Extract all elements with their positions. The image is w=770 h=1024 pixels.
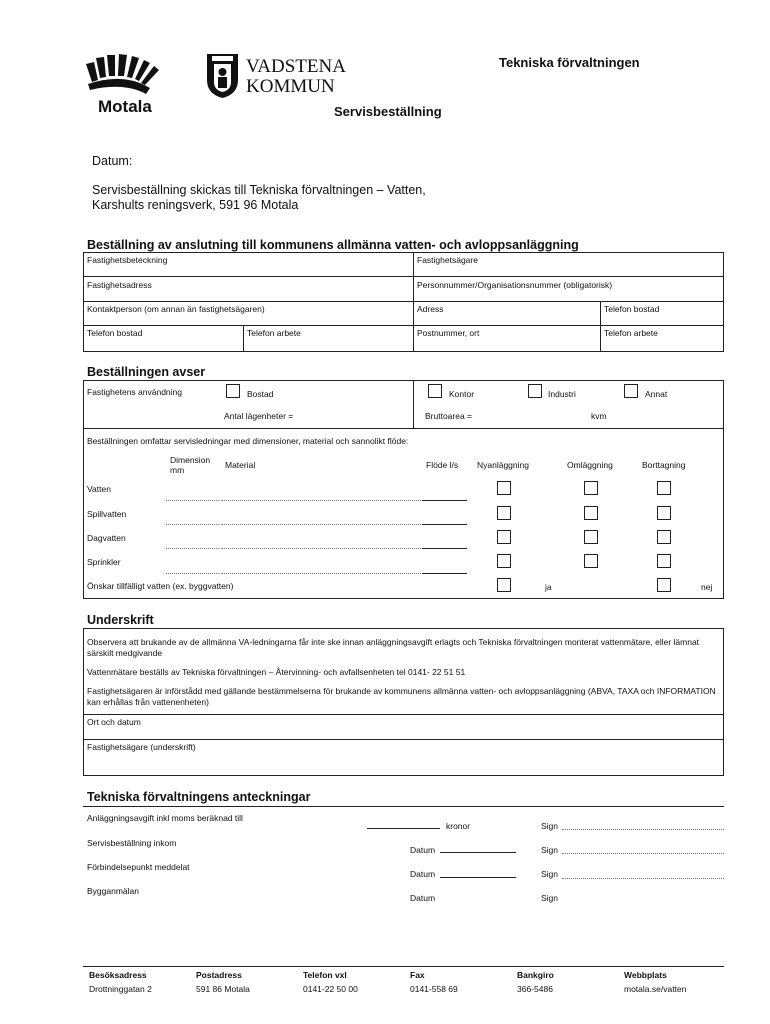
- fastighetsagare-field[interactable]: Fastighetsägare: [417, 255, 478, 265]
- col-flode: Flöde l/s: [426, 460, 459, 470]
- ort-datum-field[interactable]: Ort och datum: [87, 717, 141, 727]
- telefon-bostad-field-1[interactable]: Telefon bostad: [604, 304, 660, 314]
- fastighetsbeteckning-field[interactable]: Fastighetsbeteckning: [87, 255, 168, 265]
- footer-label-fax: Fax: [410, 970, 425, 980]
- servisbestallning-inkom-label: Servisbeställning inkom: [87, 838, 177, 848]
- footer-label-besoksadress: Besöksadress: [89, 970, 147, 980]
- vadstena-logo-line1: VADSTENA: [246, 56, 346, 77]
- vadstena-logo-line2: KOMMUN: [246, 76, 335, 97]
- avser-box: [83, 380, 724, 599]
- datum-label-1: Datum: [410, 845, 436, 855]
- kontaktperson-field[interactable]: Kontaktperson (om annan än fastighetsägaren): [87, 304, 265, 314]
- omfattar-label: Beställningen omfattar servisledningar med dimensioner, material och sannolikt flöde:: [87, 436, 409, 446]
- fastighetsadress-field[interactable]: Fastighetsadress: [87, 280, 152, 290]
- spillvatten-borttagning-checkbox[interactable]: [657, 506, 671, 520]
- postnummer-field[interactable]: Postnummer, ort: [417, 328, 480, 338]
- datum-label-2: Datum: [410, 869, 436, 879]
- footer-label-postadress: Postadress: [196, 970, 242, 980]
- byggvatten-nej-checkbox[interactable]: [657, 578, 671, 592]
- kronor-label: kronor: [446, 821, 471, 831]
- personnummer-field[interactable]: Personnummer/Organisationsnummer (obligatorisk): [417, 280, 613, 290]
- footer-label-bankgiro: Bankgiro: [517, 970, 554, 980]
- footer-value-webbplats[interactable]: motala.se/vatten: [624, 984, 687, 994]
- row-label-spillvatten: Spillvatten: [87, 509, 127, 519]
- dagvatten-borttagning-checkbox[interactable]: [657, 530, 671, 544]
- observera-text: Observera att brukande av de allmänna VA-ledningarna får inte ske innan anläggningsavgift erlagts och Tekniska förvaltningen monterat vattenmätare, eller lämnat särskilt medgivande: [87, 637, 700, 658]
- sign-label-3: Sign: [541, 869, 559, 879]
- adress-field[interactable]: Adress: [417, 304, 444, 314]
- section-title-anslutning: Beställning av anslutning till kommunens allmänna vatten- och avloppsanläggning: [87, 238, 579, 252]
- byggvatten-label: Önskar tillfälligt vatten (ex. byggvatten): [87, 581, 234, 591]
- spillvatten-omlaggning-checkbox[interactable]: [584, 506, 598, 520]
- section-title-avser: Beställningen avser: [87, 365, 206, 379]
- byggvatten-ja-label: ja: [545, 582, 552, 592]
- col-material: Material: [225, 460, 256, 470]
- datum-label-3: Datum: [410, 893, 436, 903]
- datum-label: Datum:: [92, 154, 133, 168]
- dagvatten-omlaggning-checkbox[interactable]: [584, 530, 598, 544]
- col-dimension-unit: mm: [170, 465, 185, 475]
- bruttoarea-field[interactable]: Bruttoarea =: [425, 411, 473, 421]
- industri-checkbox[interactable]: [528, 384, 542, 398]
- sign-label-2: Sign: [541, 845, 559, 855]
- footer-value-besoksadress: Drottninggatan 2: [89, 984, 152, 994]
- col-omlaggning: Omläggning: [567, 460, 613, 470]
- vatten-omlaggning-checkbox[interactable]: [584, 481, 598, 495]
- sign-label-1: Sign: [541, 821, 559, 831]
- annat-label: Annat: [645, 389, 668, 399]
- vattenmatare-text: Vattenmätare beställs av Tekniska förvaltningen – Återvinning- och avfallsenheten tel 0141- 22 51 51: [87, 667, 466, 677]
- lagenheter-field[interactable]: Antal lägenheter =: [224, 411, 294, 421]
- kontor-label: Kontor: [449, 389, 475, 399]
- section-title-underskrift: Underskrift: [87, 613, 154, 627]
- bestammelser-text: Fastighetsägaren är införstådd med gällande bestämmelserna för brukande av kommunens allmänna vatten- och avloppsanläggning (ABVA, TAXA och INFORMATION kan erhållas från vattenenheten): [87, 686, 716, 707]
- sign-label-4: Sign: [541, 893, 559, 903]
- industri-label: Industri: [548, 389, 576, 399]
- kontor-checkbox[interactable]: [428, 384, 442, 398]
- department-name: Tekniska förvaltningen: [499, 55, 640, 70]
- anlaggningsavgift-label: Anläggningsavgift inkl moms beräknad till: [87, 813, 243, 823]
- spillvatten-nyanlaggning-checkbox[interactable]: [497, 506, 511, 520]
- dagvatten-nyanlaggning-checkbox[interactable]: [497, 530, 511, 544]
- intro-line-1: Servisbeställning skickas till Tekniska förvaltningen – Vatten,: [92, 183, 426, 197]
- telefon-arbete-field-2[interactable]: Telefon arbete: [604, 328, 658, 338]
- motala-logo: [84, 52, 179, 118]
- intro-line-2: Karshults reningsverk, 591 96 Motala: [92, 198, 299, 212]
- col-nyanlaggning: Nyanläggning: [477, 460, 529, 470]
- anvandning-label: Fastighetens användning: [87, 387, 182, 397]
- fastighetsagare-underskrift-field[interactable]: Fastighetsägare (underskrift): [87, 742, 196, 752]
- row-label-dagvatten: Dagvatten: [87, 533, 126, 543]
- footer-label-telefon: Telefon vxl: [303, 970, 347, 980]
- telefon-arbete-field-1[interactable]: Telefon arbete: [247, 328, 301, 338]
- bostad-checkbox[interactable]: [226, 384, 240, 398]
- footer-label-webbplats: Webbplats: [624, 970, 667, 980]
- vadstena-logo: [204, 50, 364, 100]
- row-label-sprinkler: Sprinkler: [87, 557, 121, 567]
- sprinkler-nyanlaggning-checkbox[interactable]: [497, 554, 511, 568]
- footer-value-postadress: 591 86 Motala: [196, 984, 250, 994]
- bostad-label: Bostad: [247, 389, 274, 399]
- vatten-nyanlaggning-checkbox[interactable]: [497, 481, 511, 495]
- motala-logo-text: Motala: [98, 97, 152, 116]
- footer-value-fax: 0141-558 69: [410, 984, 458, 994]
- col-dimension: Dimension: [170, 455, 211, 465]
- page-title: Servisbeställning: [334, 104, 442, 119]
- footer-value-bankgiro: 366-5486: [517, 984, 553, 994]
- telefon-bostad-field-2[interactable]: Telefon bostad: [87, 328, 143, 338]
- footer-value-telefon: 0141-22 50 00: [303, 984, 358, 994]
- annat-checkbox[interactable]: [624, 384, 638, 398]
- bygganmalan-label: Bygganmälan: [87, 886, 139, 896]
- sprinkler-borttagning-checkbox[interactable]: [657, 554, 671, 568]
- byggvatten-ja-checkbox[interactable]: [497, 578, 511, 592]
- section-title-anteckningar: Tekniska förvaltningens anteckningar: [87, 790, 311, 804]
- sprinkler-omlaggning-checkbox[interactable]: [584, 554, 598, 568]
- forbindelsepunkt-label: Förbindelsepunkt meddelat: [87, 862, 190, 872]
- kvm-label: kvm: [591, 411, 607, 421]
- vatten-borttagning-checkbox[interactable]: [657, 481, 671, 495]
- byggvatten-nej-label: nej: [701, 582, 713, 592]
- col-borttagning: Borttagning: [642, 460, 686, 470]
- row-label-vatten: Vatten: [87, 484, 111, 494]
